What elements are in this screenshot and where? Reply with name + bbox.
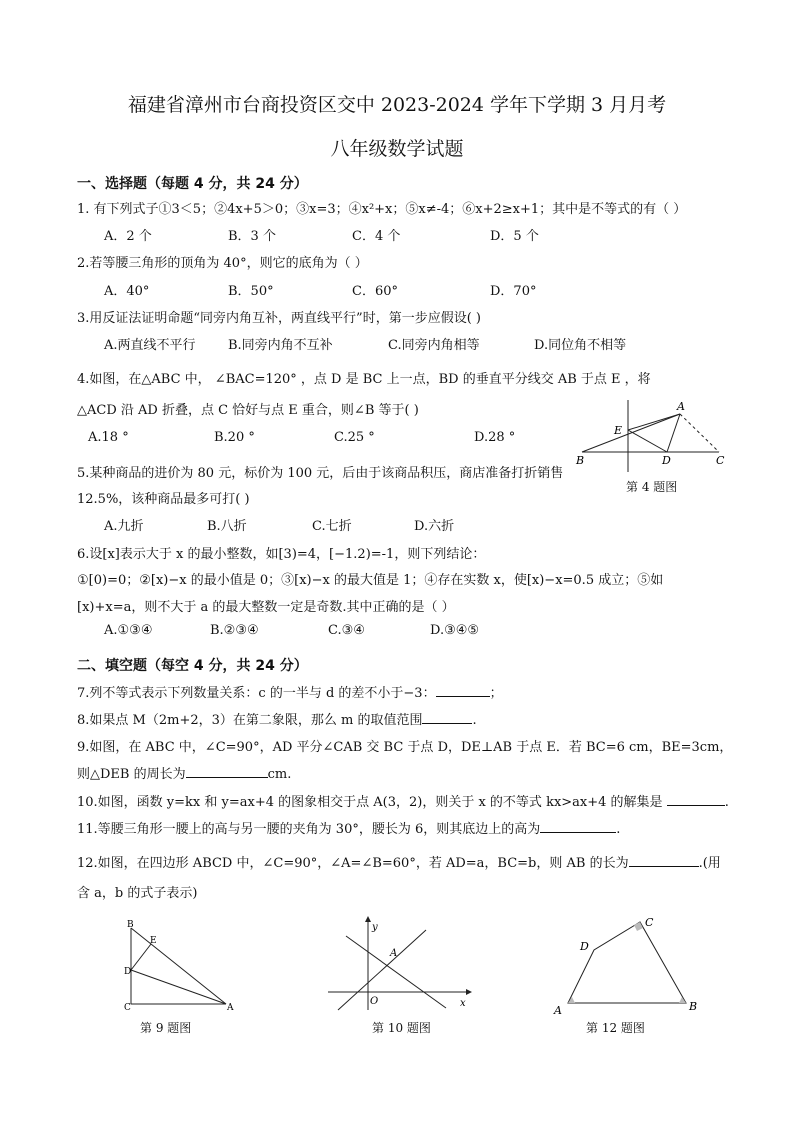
exam-title: 福建省漳州市台商投资区交中 2023-2024 学年下学期 3 月月考 bbox=[127, 94, 667, 116]
q1-option-b: B．3 个 bbox=[228, 229, 276, 244]
q3-option-a: A.两直线不平行 bbox=[104, 338, 196, 353]
fig9-segment-de bbox=[131, 944, 151, 970]
q5-option-c: C.七折 bbox=[312, 519, 352, 534]
fig12-quadrilateral bbox=[568, 922, 686, 1003]
fig9-label-c: C bbox=[124, 1003, 131, 1013]
fig9-label-d: D bbox=[124, 967, 132, 977]
fig10-label-o: O bbox=[370, 996, 379, 1007]
section2-heading: 二、填空题（每空 4 分，共 24 分） bbox=[77, 658, 308, 674]
fig9-label-b: B bbox=[127, 920, 134, 930]
fig10-line-y-kx bbox=[338, 930, 426, 1010]
q2-option-b: B．50° bbox=[228, 284, 274, 299]
q1-option-c: C．4 个 bbox=[352, 229, 401, 244]
q5-option-a: A.九折 bbox=[104, 519, 144, 534]
q6-option-c: C.③④ bbox=[328, 623, 365, 638]
fig12-label-c: C bbox=[645, 916, 654, 929]
figure-10-caption: 第 10 题图 bbox=[372, 1021, 431, 1035]
figure-4-diagram bbox=[574, 396, 734, 474]
q10-tail: . bbox=[724, 795, 729, 810]
q1-option-a: A．2 个 bbox=[104, 229, 152, 244]
q7-answer-blank[interactable] bbox=[436, 684, 490, 697]
fig9-label-e: E bbox=[150, 936, 157, 946]
q6-option-b: B.②③④ bbox=[210, 623, 259, 638]
fig10-label-a: A bbox=[390, 948, 398, 959]
q2-option-c: C．60° bbox=[352, 284, 398, 299]
q2-option-a: A．40° bbox=[104, 284, 150, 299]
fig9-label-a: A bbox=[227, 1003, 234, 1013]
fig12-right-angle-c-mark bbox=[634, 922, 643, 931]
q8-tail: . bbox=[472, 713, 477, 728]
fig4-segment-ed bbox=[628, 430, 667, 452]
q3-text: 3.用反证法证明命题“同旁内角互补，两直线平行”时，第一步应假设( ) bbox=[77, 311, 481, 326]
q7-question: 7.列不等式表示下列数量关系：c 的一半与 d 的差不小于−3： bbox=[77, 686, 436, 701]
fig12-angle-b-mark bbox=[679, 997, 686, 1003]
figure-9-diagram bbox=[118, 918, 244, 1018]
fig4-label-b: B bbox=[576, 454, 585, 467]
q9-line1: 9.如图，在 ABC 中，∠C=90°，AD 平分∠CAB 交 BC 于点 D，DE⊥AB 于点 E．若 BC=6 cm，BE=3cm， bbox=[77, 740, 733, 755]
fig4-dashed-ac bbox=[680, 414, 719, 452]
q4-line1: 4.如图，在△ABC 中， ∠BAC=120° ，点 D 是 BC 上一点，BD 的垂直平分线交 AB 于点 E ，将 bbox=[77, 372, 651, 387]
q12-line2: 含 a，b 的式子表示) bbox=[77, 886, 198, 901]
fig9-segment-ad bbox=[131, 970, 226, 1004]
fig4-side-ab bbox=[582, 414, 680, 452]
q4-option-c: C.25 ° bbox=[334, 430, 375, 445]
fig4-label-e: E bbox=[614, 424, 623, 437]
q11-tail: . bbox=[616, 822, 621, 837]
q11-text bbox=[77, 818, 620, 837]
figure-10-diagram bbox=[318, 912, 478, 1014]
q6-option-a: A.①③④ bbox=[104, 623, 153, 638]
q6-line3: [x)+x=a，则不大于 a 的最大整数一定是奇数.其中正确的是（ ） bbox=[77, 600, 455, 615]
q10-answer-blank[interactable] bbox=[667, 793, 725, 806]
fig4-label-d: D bbox=[662, 454, 671, 467]
figure-9-caption: 第 9 题图 bbox=[140, 1021, 192, 1035]
q8-text bbox=[77, 709, 477, 728]
q5-line1: 5.某种商品的进价为 80 元，标价为 100 元，后由于该商品积压，商店准备打折销售 bbox=[77, 466, 564, 481]
q1-option-d: D．5 个 bbox=[490, 229, 539, 244]
q12-question: 12.如图，在四边形 ABCD 中，∠C=90°，∠A=∠B=60°，若 AD=a，BC=b，则 AB 的长为 bbox=[77, 856, 629, 871]
fig10-label-x: x bbox=[460, 998, 466, 1009]
q5-option-b: B.八折 bbox=[207, 519, 247, 534]
q4-line2: △ACD 沿 AD 折叠，点 C 恰好与点 E 重合，则∠B 等于( ) bbox=[77, 403, 419, 418]
fig4-label-c: C bbox=[716, 454, 725, 467]
fig10-x-arrow bbox=[466, 989, 472, 995]
fig4-segment-ad bbox=[667, 414, 680, 452]
q4-option-b: B.20 ° bbox=[214, 430, 255, 445]
fig10-label-y: y bbox=[372, 922, 378, 933]
fig12-label-b: B bbox=[689, 1000, 698, 1013]
q3-option-d: D.同位角不相等 bbox=[534, 338, 627, 353]
q1-text: 1. 有下列式子①3＜5；②4x+5＞0；③x=3；④x²+x；⑤x≠-4；⑥x+2≥x+1；其中是不等式的有（ ） bbox=[77, 202, 687, 217]
q11-question: 11.等腰三角形一腰上的高与另一腰的夹角为 30°，腰长为 6，则其底边上的高为 bbox=[77, 822, 541, 837]
q3-option-c: C.同旁内角相等 bbox=[388, 338, 480, 353]
q9-question: 则△DEB 的周长为 bbox=[77, 767, 186, 782]
fig10-y-arrow bbox=[365, 916, 371, 922]
q8-answer-blank[interactable] bbox=[422, 711, 472, 724]
q4-option-a: A.18 ° bbox=[88, 430, 129, 445]
fig9-side-ab bbox=[131, 928, 226, 1004]
q8-question: 8.如果点 M（2m+2，3）在第二象限，那么 m 的取值范围 bbox=[77, 713, 423, 728]
q6-line2: ①[0)=0；②[x)−x 的最小值是 0；③[x)−x 的最大值是 1；④存在实数 x，使[x)−x=0.5 成立；⑤如 bbox=[77, 573, 664, 588]
q3-option-b: B.同旁内角不互补 bbox=[228, 338, 333, 353]
q12-tail: .(用 bbox=[698, 856, 721, 871]
q5-option-d: D.六折 bbox=[414, 519, 455, 534]
fig12-label-d: D bbox=[580, 940, 589, 953]
q4-option-d: D.28 ° bbox=[474, 430, 516, 445]
q7-text bbox=[77, 682, 503, 701]
q7-tail: ； bbox=[489, 686, 503, 701]
q11-answer-blank[interactable] bbox=[540, 820, 616, 833]
figure-12-diagram bbox=[548, 912, 704, 1018]
q6-line1: 6.设[x]表示大于 x 的最小整数，如[3)=4，[−1.2)=-1，则下列结论： bbox=[77, 547, 486, 562]
q12-answer-blank[interactable] bbox=[629, 854, 699, 867]
q5-line2: 12.5%，该种商品最多可打( ) bbox=[77, 492, 250, 507]
figure-12-caption: 第 12 题图 bbox=[586, 1021, 645, 1035]
fig12-label-a: A bbox=[554, 1004, 562, 1017]
q9-line2 bbox=[77, 763, 291, 782]
fig4-segment-ae-fold bbox=[628, 414, 680, 430]
q2-option-d: D．70° bbox=[490, 284, 537, 299]
q10-question: 10.如图，函数 y=kx 和 y=ax+4 的图象相交于点 A(3，2)，则关于 x 的不等式 kx>ax+4 的解集是 bbox=[77, 795, 663, 810]
q2-text: 2.若等腰三角形的顶角为 40°，则它的底角为（ ） bbox=[77, 256, 368, 271]
exam-subtitle: 八年级数学试题 bbox=[330, 138, 464, 160]
fig10-line-y-ax-plus-4 bbox=[346, 936, 446, 1008]
q6-option-d: D.③④⑤ bbox=[430, 623, 480, 638]
q9-tail: cm. bbox=[267, 767, 292, 782]
section1-heading: 一、选择题（每题 4 分，共 24 分） bbox=[77, 176, 308, 192]
figure-4-caption: 第 4 题图 bbox=[626, 480, 678, 494]
q10-text bbox=[77, 791, 729, 810]
q12-line1 bbox=[77, 852, 721, 871]
fig4-label-a: A bbox=[677, 400, 685, 413]
q9-answer-blank[interactable] bbox=[186, 765, 268, 778]
